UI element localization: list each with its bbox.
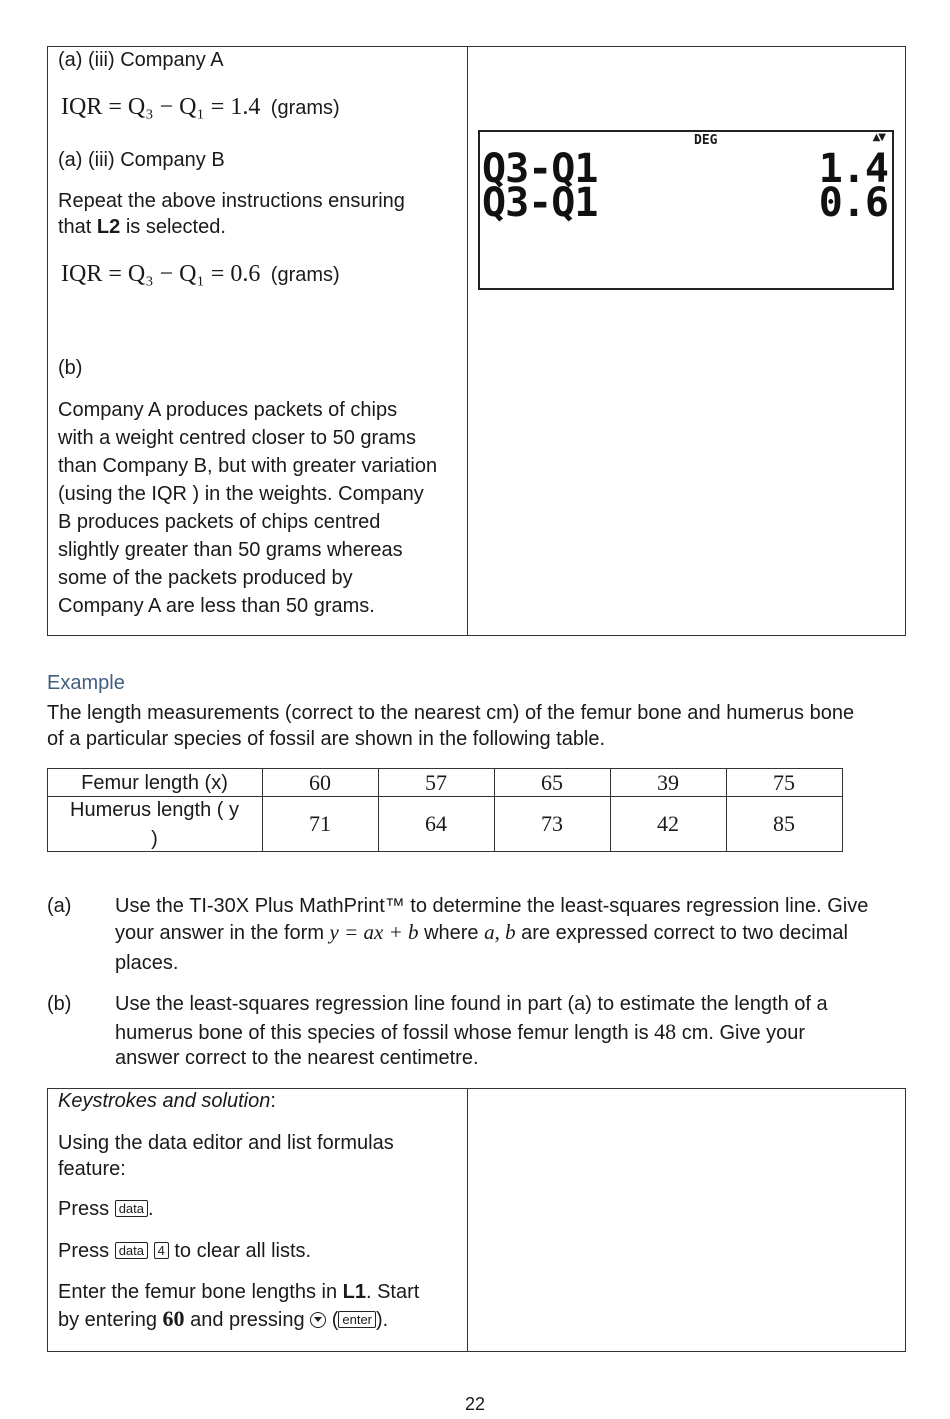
data-editor-line-1: Using the data editor and list formulas [58, 1132, 394, 1154]
data-key-icon: data [115, 1242, 148, 1259]
answer-line-6: slightly greater than 50 grams whereas [58, 539, 403, 561]
data-editor-line-2: feature: [58, 1158, 126, 1180]
iqr-a-unit: (grams) [270, 97, 340, 119]
repeat-line-2-post: is selected. [120, 216, 226, 238]
iqr-b-unit: (grams) [270, 264, 340, 286]
iqr-a-formula: IQR = Q₃ − Q₁ = 1.4 [61, 94, 261, 120]
enter-line-1-post: . Start [365, 1281, 420, 1303]
example-intro-line-1: The length measurements (correct to the nearest cm) of the femur bone and humerus bone [47, 702, 855, 724]
press-text: Press [58, 1198, 110, 1220]
company-b-heading: (a) (iii) Company B [58, 149, 225, 171]
part-a-line-1: Use the TI-30X Plus MathPrint™ to determine the least-squares regression line. Give [115, 895, 869, 917]
part-a-line-2-pre: your answer in the form [115, 922, 330, 944]
enter-line-1-pre: Enter the femur bone lengths in [58, 1281, 343, 1303]
iqr-b-formula-line [61, 261, 340, 288]
femur-value: 65 [541, 770, 563, 795]
page-number: 22 [464, 1394, 486, 1414]
enter-line-2-pre: by entering [58, 1309, 163, 1331]
answer-line-1: Company A produces packets of chips [58, 399, 398, 421]
data-key-icon: data [115, 1200, 148, 1217]
part-b-line-2-post: cm. Give your [676, 1022, 806, 1044]
answer-line-4: (using the IQR ) in the weights. Company [58, 483, 424, 505]
coefficients-ab: a, b [484, 920, 516, 944]
humerus-value: 42 [657, 811, 679, 836]
press-data-line: Press data . [58, 1198, 154, 1220]
example-heading: Example [47, 672, 125, 694]
part-a-line-2-mid: where [418, 922, 485, 944]
iqr-a-formula-line [61, 94, 340, 121]
regression-form: y = ax + b [329, 920, 419, 944]
key-4-icon: 4 [154, 1242, 169, 1259]
clear-lists-text: to clear all lists. [174, 1240, 312, 1262]
repeat-line-2-pre: that [58, 216, 97, 238]
humerus-row-label-line-2: ) [151, 828, 158, 850]
deg-mode-indicator: DEG [694, 133, 718, 148]
screen-row-2-value: 0.6 [818, 180, 888, 226]
part-b-line-2 [115, 1019, 805, 1046]
keystrokes-heading [58, 1088, 276, 1114]
part-b-answer [58, 396, 437, 620]
keystrokes-heading-colon: : [270, 1090, 276, 1112]
femur-48: 48 [654, 1019, 677, 1044]
iqr-b-formula: IQR = Q₃ − Q₁ = 0.6 [61, 261, 261, 287]
down-arrow-key-icon [310, 1312, 326, 1328]
answer-line-3: than Company B, but with greater variation [58, 455, 438, 477]
part-a-line-2 [115, 919, 848, 946]
humerus-value: 73 [541, 811, 563, 836]
screen-row-1-value: 1.4 [818, 146, 888, 192]
keystrokes-heading-text: Keystrokes and solution [58, 1090, 271, 1112]
repeat-line-1: Repeat the above instructions ensuring [58, 190, 405, 212]
list-l1-label: L1 [342, 1281, 366, 1303]
part-b-label: (b) [47, 993, 72, 1015]
bottom-box-divider [467, 1088, 468, 1352]
femur-value: 60 [309, 770, 331, 795]
answer-line-5: B produces packets of chips centred [58, 511, 381, 533]
repeat-line-2 [58, 214, 226, 240]
part-b-line-3: answer correct to the nearest centimetre. [115, 1047, 479, 1069]
enter-line-1 [58, 1279, 419, 1305]
press-text: Press [58, 1240, 110, 1262]
enter-line-2: by entering 60 and pressing ( enter ). [58, 1306, 389, 1331]
part-a-line-3: places. [115, 952, 179, 974]
value-60: 60 [162, 1306, 185, 1331]
humerus-value: 71 [309, 811, 331, 836]
part-a-line-2-post: are expressed correct to two decimal [515, 922, 848, 944]
company-a-heading: (a) (iii) Company A [58, 49, 224, 71]
top-box-divider [467, 46, 468, 636]
humerus-value: 85 [773, 811, 795, 836]
femur-value: 75 [773, 770, 795, 795]
part-b-heading: (b) [58, 357, 83, 379]
femur-value: 39 [657, 770, 679, 795]
list-l2-label: L2 [96, 216, 121, 238]
humerus-row-label-line-1: Humerus length ( y [70, 799, 239, 821]
answer-line-8: Company A are less than 50 grams. [58, 595, 375, 617]
answer-line-7: some of the packets produced by [58, 567, 353, 589]
part-b-line-1: Use the least-squares regression line found in part (a) to estimate the length of a [115, 993, 828, 1015]
screen-row-1-label: Q3-Q1 [482, 146, 598, 192]
enter-line-2-mid: and pressing [184, 1309, 311, 1331]
femur-value: 57 [425, 770, 447, 795]
enter-key-icon: enter [338, 1311, 376, 1328]
femur-row-label: Femur length (x) [81, 772, 228, 794]
scroll-indicator-icon: ▲▼ [872, 132, 884, 143]
example-intro-line-2: of a particular species of fossil are shown in the following table. [47, 728, 606, 750]
humerus-value: 64 [425, 811, 447, 836]
clear-lists-line [58, 1238, 311, 1264]
part-b-line-2-pre: humerus bone of this species of fossil whose femur length is [115, 1022, 655, 1044]
calculator-screen [478, 130, 894, 290]
answer-line-2: with a weight centred closer to 50 grams [58, 427, 416, 449]
part-a-label: (a) [47, 895, 72, 917]
screen-row-2-label: Q3-Q1 [482, 180, 598, 226]
